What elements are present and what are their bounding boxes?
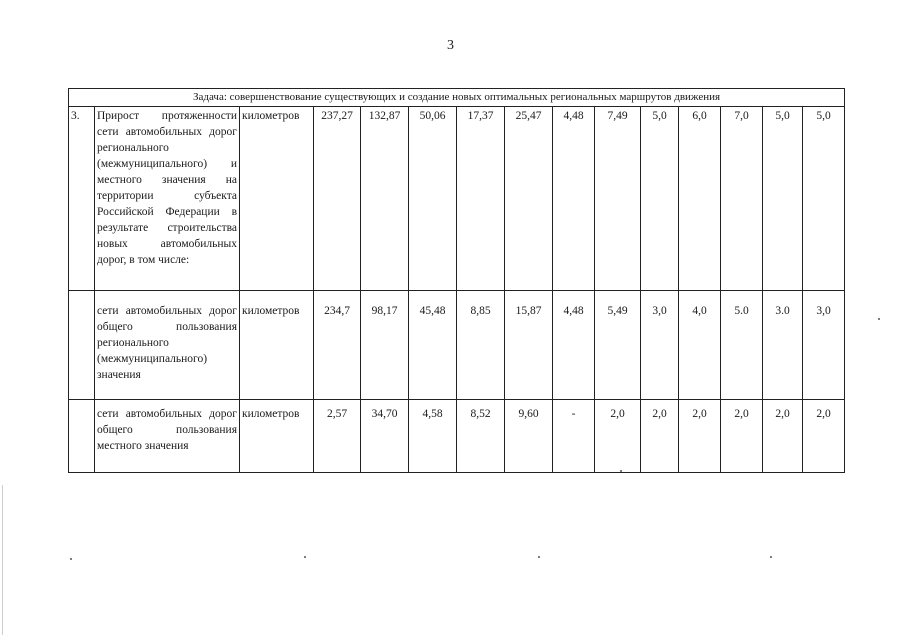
value-cell: 5,0 [803, 107, 845, 291]
scan-speck [770, 556, 772, 558]
value-cell: - [553, 400, 595, 473]
program-indicators-table [68, 88, 845, 473]
indicator-name: сети автомобильных дорог общего пользования местного значения [95, 400, 240, 473]
value-cell: 237,27 [314, 107, 361, 291]
value-cell: 3,0 [803, 291, 845, 400]
task-header-row [69, 89, 845, 107]
scan-speck [620, 470, 622, 472]
value-cell: 25,47 [505, 107, 553, 291]
value-cell: 4,58 [409, 400, 457, 473]
value-cell: 2,0 [679, 400, 721, 473]
value-cell: 5,0 [641, 107, 679, 291]
row-number [69, 400, 95, 473]
value-cell: 7,49 [595, 107, 641, 291]
value-cell: 5,0 [763, 107, 803, 291]
table-row [69, 291, 845, 400]
value-cell: 4,48 [553, 291, 595, 400]
value-cell: 2,0 [721, 400, 763, 473]
scan-speck [70, 558, 72, 560]
indicator-name: сети автомобильных дорог общего пользования регионального (межмуниципального) значения [95, 291, 240, 400]
page-number: 3 [447, 38, 454, 53]
value-cell: 2,0 [641, 400, 679, 473]
unit-of-measure: километров [240, 400, 314, 473]
value-cell: 4,48 [553, 107, 595, 291]
value-cell: 45,48 [409, 291, 457, 400]
table-row [69, 107, 845, 291]
value-cell: 6,0 [679, 107, 721, 291]
value-cell: 15,87 [505, 291, 553, 400]
row-number [69, 291, 95, 400]
value-cell: 17,37 [457, 107, 505, 291]
indicator-name: Прирост протяженности сети автомобильных дорог регионального (межмуниципального) и местного значения на территории субъекта Российской Федерации в результате строительства новых автомобильных дорог, в том числе: [95, 107, 240, 291]
value-cell: 4,0 [679, 291, 721, 400]
value-cell: 5.0 [721, 291, 763, 400]
value-cell: 7,0 [721, 107, 763, 291]
value-cell: 9,60 [505, 400, 553, 473]
scan-speck [304, 556, 306, 558]
unit-of-measure: километров [240, 291, 314, 400]
value-cell: 3,0 [641, 291, 679, 400]
row-number: 3. [69, 107, 95, 291]
task-header: Задача: совершенствование существующих и создание новых оптимальных региональных маршрутов движения [69, 89, 845, 107]
value-cell: 2,57 [314, 400, 361, 473]
value-cell: 3.0 [763, 291, 803, 400]
value-cell: 50,06 [409, 107, 457, 291]
scan-speck [538, 556, 540, 558]
value-cell: 234,7 [314, 291, 361, 400]
value-cell: 98,17 [361, 291, 409, 400]
value-cell: 8,52 [457, 400, 505, 473]
table-row [69, 400, 845, 473]
value-cell: 132,87 [361, 107, 409, 291]
value-cell: 8,85 [457, 291, 505, 400]
unit-of-measure: километров [240, 107, 314, 291]
value-cell: 2,0 [803, 400, 845, 473]
value-cell: 2,0 [595, 400, 641, 473]
scan-edge-line [2, 485, 3, 635]
value-cell: 2,0 [763, 400, 803, 473]
value-cell: 34,70 [361, 400, 409, 473]
scan-speck [878, 318, 880, 320]
value-cell: 5,49 [595, 291, 641, 400]
